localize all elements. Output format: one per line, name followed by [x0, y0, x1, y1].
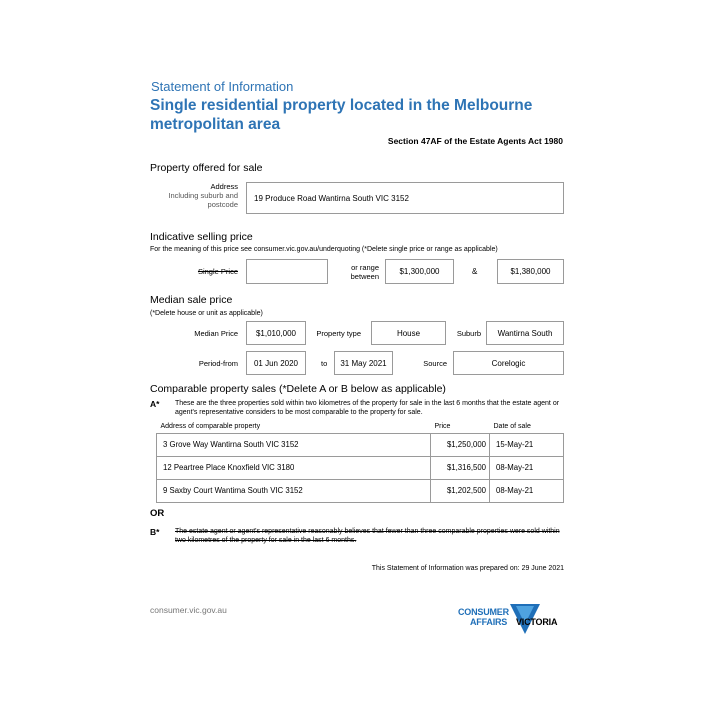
comparable-heading: Comparable property sales (*Delete A or B below as applicable)	[150, 383, 446, 395]
row-address: 9 Saxby Court Wantirna South VIC 3152	[157, 479, 431, 502]
row-price: $1,250,000	[431, 433, 490, 456]
address-label: Address	[210, 182, 238, 191]
period-to-field: 31 May 2021	[334, 351, 393, 375]
option-a-text: These are the three properties sold within two kilometres of the property for sale in the last 6 months that the estate agent or agent's representative considers to be most comparable to the property for sale.	[175, 400, 560, 416]
document-title-line1: Single residential property located in the Melbourne	[150, 97, 533, 114]
table-row	[157, 456, 564, 479]
median-note: (*Delete house or unit as applicable)	[150, 310, 263, 317]
source-label: Source	[423, 359, 447, 368]
row-address: 3 Grove Way Wantirna South VIC 3152	[157, 433, 431, 456]
property-type-field: House	[371, 321, 446, 345]
suburb-field: Wantirna South	[486, 321, 564, 345]
indicative-heading: Indicative selling price	[150, 231, 253, 243]
col-date-header: Date of sale	[490, 421, 564, 433]
property-heading: Property offered for sale	[150, 162, 263, 174]
row-date: 15-May-21	[490, 433, 564, 456]
range-ampersand: &	[472, 267, 478, 276]
prepared-date: This Statement of Information was prepared on: 29 June 2021	[371, 565, 564, 572]
document-kicker: Statement of Information	[151, 79, 294, 94]
document-title-line2: metropolitan area	[150, 116, 281, 133]
logo-line-consumer: CONSUMER	[458, 607, 509, 617]
act-reference: Section 47AF of the Estate Agents Act 1980	[387, 136, 563, 146]
suburb-label: Suburb	[456, 329, 481, 338]
median-price-label: Median Price	[194, 329, 238, 338]
table-row	[157, 433, 564, 456]
period-from-field: 01 Jun 2020	[246, 351, 306, 375]
period-to-label: to	[321, 359, 328, 368]
logo-line-victoria: VICTORIA	[516, 617, 558, 627]
address-field: 19 Produce Road Wantirna South VIC 3152	[246, 182, 564, 214]
row-date: 08-May-21	[490, 479, 564, 502]
row-price: $1,202,500	[431, 479, 490, 502]
single-price-label: Single Price	[197, 267, 238, 276]
option-a-marker: A*	[150, 399, 160, 409]
range-label-2: between	[350, 272, 379, 281]
row-address: 12 Peartree Place Knoxfield VIC 3180	[157, 456, 431, 479]
single-price-field	[246, 259, 328, 284]
row-price: $1,316,500	[431, 456, 490, 479]
median-price-field: $1,010,000	[246, 321, 306, 345]
or-label: OR	[150, 508, 165, 519]
option-b-text: The estate agent or agent's representative reasonably believes that fewer than three comparable properties were sold within two kilometres of the property for sale in the last 6 months.	[175, 528, 560, 544]
col-price-header: Price	[431, 421, 490, 433]
range-low-field: $1,300,000	[385, 259, 454, 284]
range-label-1: or range	[351, 263, 379, 272]
footer-website: consumer.vic.gov.au	[150, 605, 227, 615]
row-date: 08-May-21	[490, 456, 564, 479]
range-high-field: $1,380,000	[497, 259, 564, 284]
option-b-marker: B*	[150, 527, 160, 537]
logo-line-affairs: AFFAIRS	[470, 617, 508, 627]
consumer-affairs-logo	[458, 604, 568, 642]
col-address-header: Address of comparable property	[157, 421, 431, 433]
property-type-label: Property type	[316, 329, 361, 338]
source-field: Corelogic	[453, 351, 564, 375]
table-header-row	[157, 421, 564, 433]
address-sublabel-1: Including suburb and	[168, 191, 238, 200]
median-heading: Median sale price	[150, 294, 233, 306]
address-sublabel-2: postcode	[207, 200, 238, 209]
table-row	[157, 479, 564, 502]
period-from-label: Period-from	[198, 359, 238, 368]
comparable-sales-table	[156, 421, 564, 503]
indicative-note: For the meaning of this price see consumer.vic.gov.au/underquoting (*Delete single price or range as applicable)	[150, 246, 498, 253]
